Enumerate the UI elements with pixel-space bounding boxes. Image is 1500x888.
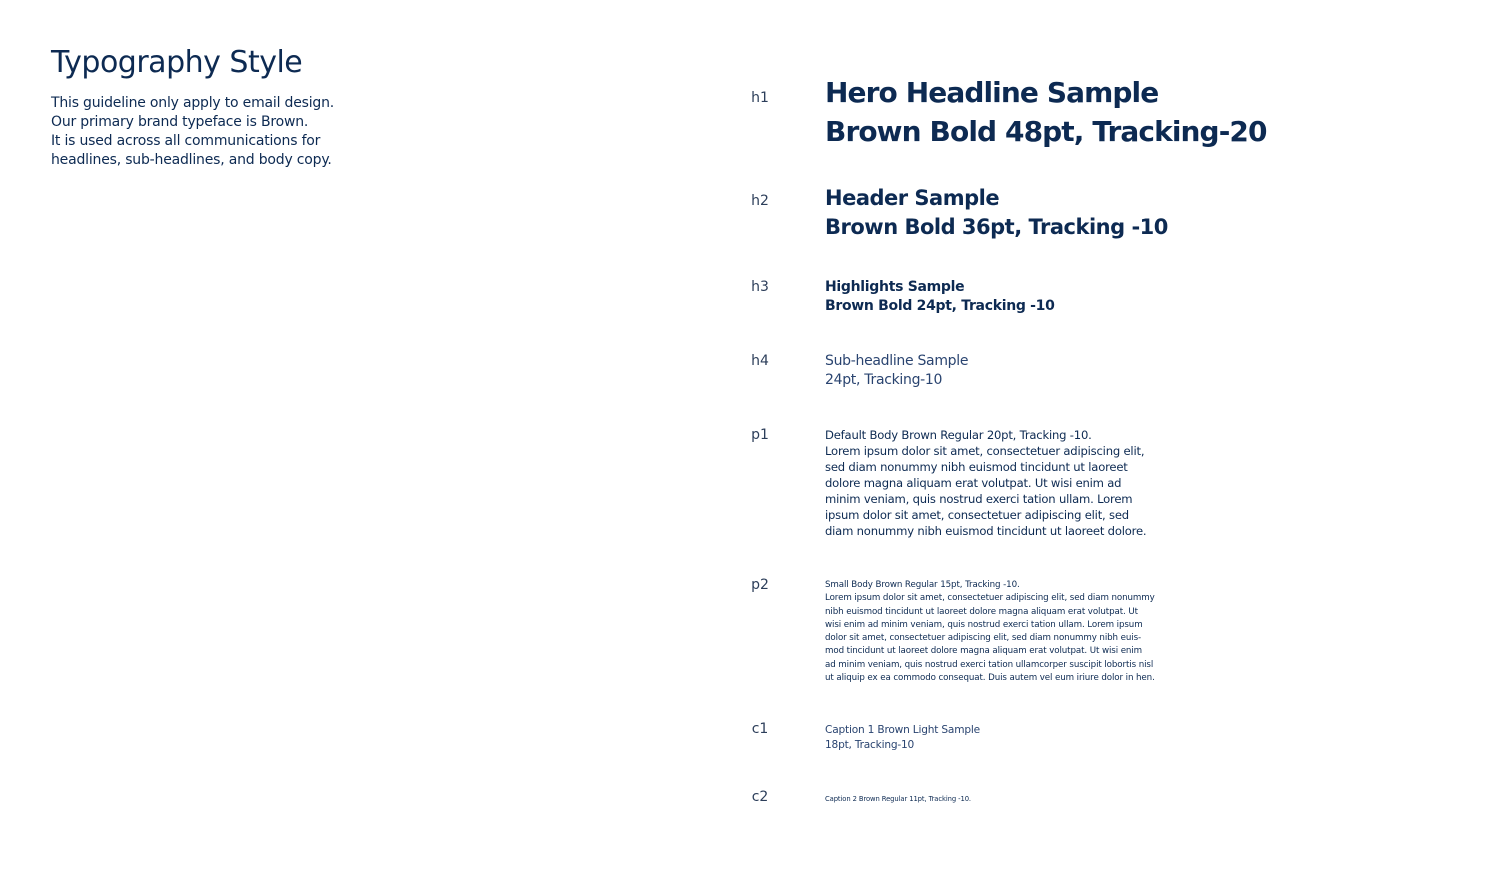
- style-tag-h3: h3: [751, 279, 769, 295]
- sample-p2-line: mod tincidunt ut laoreet dolore magna aliquam erat volutpat. Ut wisi enim: [825, 646, 1143, 657]
- sample-c2-line: Caption 2 Brown Regular 11pt, Tracking -10.: [825, 795, 971, 803]
- intro-section: [51, 44, 411, 170]
- sample-c1: [825, 723, 980, 753]
- sample-h1: [825, 73, 1267, 151]
- intro-line: This guideline only apply to email design.: [51, 95, 335, 111]
- sample-h3-line: Brown Bold 24pt, Tracking -10: [825, 298, 1055, 314]
- style-tag-p2: p2: [751, 577, 769, 593]
- style-tag-p1: p1: [751, 427, 769, 443]
- sample-p2-line: wisi enim ad minim veniam, quis nostrud exerci tation ullam. Lorem ipsum: [825, 619, 1143, 630]
- sample-p2-line: ut aliquip ex ea commodo consequat. Duis autem vel eum iriure dolor in hen.: [825, 673, 1155, 684]
- sample-p2-line: Small Body Brown Regular 15pt, Tracking -10.: [825, 580, 1020, 590]
- sample-p2-line: dolor sit amet, consectetuer adipiscing elit, sed diam nonummy nibh euis-: [825, 633, 1142, 644]
- sample-p1-line: Lorem ipsum dolor sit amet, consectetuer adipiscing elit,: [825, 444, 1145, 458]
- intro-description: [51, 94, 411, 170]
- intro-line: Our primary brand typeface is Brown.: [51, 114, 309, 130]
- sample-c2: [825, 794, 971, 804]
- intro-line: It is used across all communications for: [51, 133, 321, 149]
- sample-h4-line: 24pt, Tracking-10: [825, 372, 943, 388]
- style-tag-h2: h2: [751, 193, 769, 209]
- sample-p1-line: Default Body Brown Regular 20pt, Tracking -10.: [825, 428, 1092, 442]
- sample-c1-line: Caption 1 Brown Light Sample: [825, 724, 980, 736]
- sample-h1-line: Hero Headline Sample: [825, 76, 1159, 109]
- style-tag-h1: h1: [751, 90, 769, 106]
- sample-h4-line: Sub-headline Sample: [825, 353, 969, 369]
- sample-p1-line: ipsum dolor sit amet, consectetuer adipiscing elit, sed: [825, 508, 1129, 522]
- sample-c1-line: 18pt, Tracking-10: [825, 739, 915, 751]
- style-tag-c2: c2: [751, 789, 769, 805]
- intro-line: headlines, sub-headlines, and body copy.: [51, 152, 332, 168]
- page-title: Typography Style: [51, 45, 303, 80]
- sample-p1-line: dolore magna aliquam erat volutpat. Ut wisi enim ad: [825, 476, 1122, 490]
- sample-p2-line: ad minim veniam, quis nostrud exerci tation ullamcorper suscipit lobortis nisl: [825, 659, 1154, 670]
- sample-p1-line: minim veniam, quis nostrud exerci tation ullam. Lorem: [825, 492, 1133, 506]
- sample-h3-line: Highlights Sample: [825, 279, 965, 295]
- sample-p1-line: diam nonummy nibh euismod tincidunt ut laoreet dolore.: [825, 524, 1147, 538]
- sample-h2: [825, 184, 1168, 242]
- sample-p1: [825, 427, 1146, 539]
- sample-p2-line: nibh euismod tincidunt ut laoreet dolore magna aliquam erat volutpat. Ut: [825, 606, 1138, 617]
- sample-p2: [825, 579, 1155, 685]
- sample-h1-line: Brown Bold 48pt, Tracking-20: [825, 115, 1267, 148]
- sample-h4: [825, 352, 968, 390]
- sample-p1-line: sed diam nonummy nibh euismod tincidunt ut laoreet: [825, 460, 1128, 474]
- sample-h2-line: Brown Bold 36pt, Tracking -10: [825, 215, 1168, 239]
- style-tag-h4: h4: [751, 353, 769, 369]
- style-tag-c1: c1: [751, 721, 769, 737]
- sample-h2-line: Header Sample: [825, 186, 1000, 210]
- sample-p2-line: Lorem ipsum dolor sit amet, consectetuer adipiscing elit, sed diam nonummy: [825, 593, 1155, 604]
- sample-h3: [825, 278, 1055, 316]
